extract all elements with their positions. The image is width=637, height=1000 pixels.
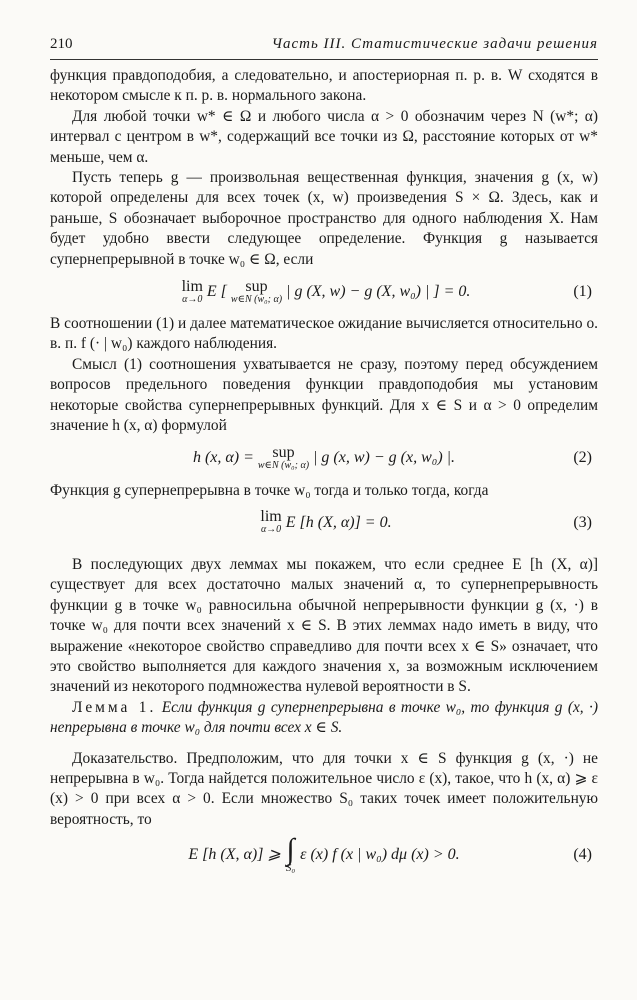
paragraph: В соотношении (1) и далее математическое ожидание вычисляется относительно о. в. п. f (· | w₀) каждого наблюдения. bbox=[50, 315, 598, 353]
equation-number: (3) bbox=[573, 513, 592, 531]
equation-3: lim α→0 E [h (X, α)] = 0. (3) bbox=[260, 508, 592, 536]
lemma-statement: Если функция g супернепрерывна в точке w₀, то функция g (x, ·) непрерывна в точке w₀ для почти всех x ∈ S. bbox=[50, 698, 598, 737]
page-header bbox=[50, 36, 598, 60]
paragraph: Для любой точки w* ∈ Ω и любого числа α > 0 обозначим через N (w*; α) интервал с центром в w*, содержащий все точки из Ω, расстояние которых от w* меньше, чем α. bbox=[50, 107, 598, 166]
equation-number: (1) bbox=[573, 282, 592, 300]
equation-number: (4) bbox=[573, 845, 592, 863]
paragraph: Функция g супернепрерывна в точке w₀ тогда и только тогда, когда bbox=[50, 481, 489, 499]
paragraph: Смысл (1) соотношения ухватывается не сразу, поэтому перед обсуждением вопросов предельного поведения функции правдоподобия мы установим некоторые свойства супернепрерывных функций. Для x ∈ S и α > 0 определим значение h (x, α) формулой bbox=[50, 355, 598, 435]
paragraph: В последующих двух леммах мы покажем, что если среднее E [h (X, α)] существует для всех достаточно малых значений α, то супернепрерывность функции g в точке w₀ равносильна обычной непрерывности функции g (x, ·) в точке w₀ для почти всех значений x ∈ S. В этих леммах надо иметь в виду, что выражение «некоторое свойство справедливо для почти всех x ∈ S» означает, что это свойство выполняется для каждого значения x, за возможным исключением значений из некоторого подмножества нулевой вероятности в S. bbox=[50, 555, 598, 696]
limit-operator: lim α→0 bbox=[260, 508, 282, 536]
sup-operator: sup w∈N (w₀; α) bbox=[230, 277, 283, 305]
equation-2: h (x, α) = sup w∈N (w₀; α) | g (x, w) − g (x, w₀) |. (2) bbox=[192, 444, 592, 471]
page-body bbox=[50, 66, 598, 880]
limit-operator: lim α→0 bbox=[181, 277, 203, 305]
equation-number: (2) bbox=[573, 449, 592, 467]
paragraph: Пусть теперь g — произвольная вещественная функция, значения g (x, w) которой определены для всех точек (x, w) произведения S × Ω. Здесь, как и раньше, S обозначает выборочное пространство для одного наблюдения X. Нам будет удобно ввести следующее определение. Функция g называется супернепрерывной в точке w₀ ∈ Ω, если bbox=[50, 169, 598, 268]
book-page bbox=[50, 36, 598, 880]
proof-paragraph: Доказательство. Предположим, что для точки x ∈ S функция g (x, ·) не непрерывна в w₀. Тогда найдется положительное число ε (x), такое, что h (x, α) ⩾ ε (x) > 0 при всех α > 0. Если множество S₀ таких точек имеет положительную вероятность, то bbox=[50, 749, 598, 828]
sup-operator: sup w∈N (w₀; α) bbox=[257, 444, 310, 471]
running-title: Часть III. Статистические задачи решения bbox=[271, 36, 598, 52]
integral-operator: ∫ S₀ bbox=[285, 833, 296, 875]
equation-1: lim α→0 E [ sup w∈N (w₀; α) | g (X, w) − g (X, w₀) | ] = 0. (1) bbox=[181, 277, 592, 305]
page-number: 210 bbox=[50, 36, 73, 52]
paragraph: функция правдоподобия, а следовательно, и апостериорная п. р. в. W сходятся в некотором смысле к п. р. в. нормального закона. bbox=[50, 67, 598, 105]
lemma-1 bbox=[50, 698, 598, 739]
equation-4: E [h (X, α)] ⩾ ∫ S₀ ε (x) f (x | w₀) dμ (x) > 0. (4) bbox=[188, 833, 592, 875]
lemma-title: Лемма 1. bbox=[72, 698, 157, 716]
